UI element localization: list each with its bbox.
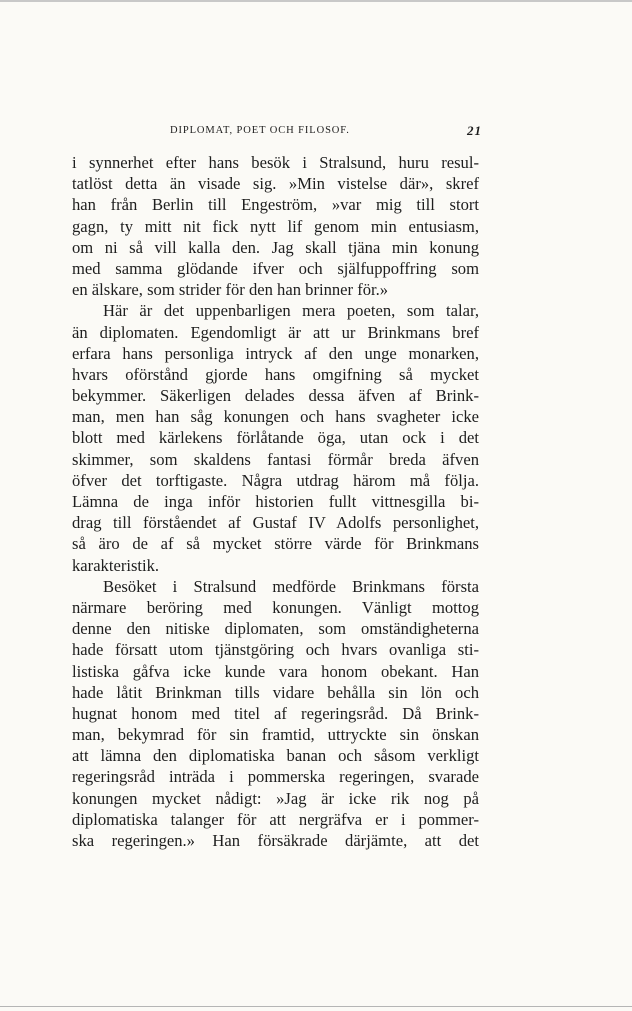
text-line: Här är det uppenbarligen mera poeten, som talar,	[103, 301, 479, 321]
text-line: hade låtit Brinkman tills vidare behålla sin lön och	[72, 682, 479, 702]
text-line: diplomatiska talanger för att nergräfva er i pommer-	[72, 809, 479, 829]
page-number: 21	[467, 123, 482, 138]
text-line: om ni så vill kalla den. Jag skall tjäna min konung	[72, 237, 479, 257]
text-line: bekymmer. Säkerligen delades dessa äfven af Brink-	[72, 386, 479, 406]
running-title: DIPLOMAT, POET OCH FILOSOF.	[170, 125, 350, 136]
text-line: konungen mycket nådigt: »Jag är icke rik nog på	[72, 788, 479, 808]
text-line: Lämna de inga inför historien fullt vittnesgilla bi-	[72, 492, 479, 511]
text-line: Besöket i Stralsund medförde Brinkmans första	[103, 576, 479, 596]
text-line: hade försatt utom tjänstgöring och hvars ovanliga sti-	[72, 640, 479, 660]
running-head	[72, 122, 482, 140]
text-line: drag till förståendet af Gustaf IV Adolfs personlighet,	[72, 513, 479, 533]
text-line: en älskare, som strider för den han brinner för.»	[72, 280, 389, 300]
text-line: regeringsråd inträda i pommerska regeringen, svarade	[72, 767, 479, 787]
scan-edge-bottom	[0, 1006, 632, 1007]
text-line: närmare beröring med konungen. Vänligt mottog	[72, 597, 479, 617]
text-line: denne den nitiske diplomaten, som omständigheterna	[72, 619, 479, 639]
text-line: listiska gåfva icke kunde vara honom obekant. Han	[72, 661, 479, 681]
text-line: karakteristik.	[72, 555, 160, 575]
text-line: i synnerhet efter hans besök i Stralsund, huru resul-	[72, 153, 479, 172]
text-line: med samma glödande ifver och själfuppoffring som	[72, 258, 479, 278]
text-line: skimmer, som skaldens fantasi förmår breda äfven	[72, 449, 479, 469]
text-line: tatlöst detta än visade sig. »Min vistelse där», skref	[72, 174, 479, 194]
body-text	[72, 152, 479, 851]
text-line: hugnat honom med titel af regeringsråd. Då Brink-	[72, 703, 479, 723]
text-line: man, men han såg konungen och hans svagheter icke	[72, 407, 479, 427]
text-line: man, bekymrad för sin framtid, uttryckte sin önskan	[72, 725, 479, 745]
scan-edge-top	[0, 0, 632, 2]
text-line: gagn, ty mitt nit fick nytt lif genom min entusiasm,	[72, 216, 479, 236]
text-line: erfara hans personliga intryck af den unge monarken,	[72, 343, 479, 363]
text-line: att lämna den diplomatiska banan och såsom verkligt	[72, 746, 479, 766]
text-line: än diplomaten. Egendomligt är att ur Brinkmans bref	[72, 322, 479, 342]
text-line: så äro de af så mycket större värde för Brinkmans	[72, 534, 479, 554]
text-line: öfver det torftigaste. Några utdrag härom må följa.	[72, 470, 479, 490]
text-line: ska regeringen.» Han försäkrade därjämte, att det	[72, 831, 479, 850]
text-line: hvars oförstånd gjorde hans omgifning så mycket	[72, 364, 479, 384]
text-line: blott med kärlekens förlåtande öga, utan ock i det	[72, 428, 479, 448]
text-line: han från Berlin till Engeström, »var mig till stort	[72, 195, 479, 215]
